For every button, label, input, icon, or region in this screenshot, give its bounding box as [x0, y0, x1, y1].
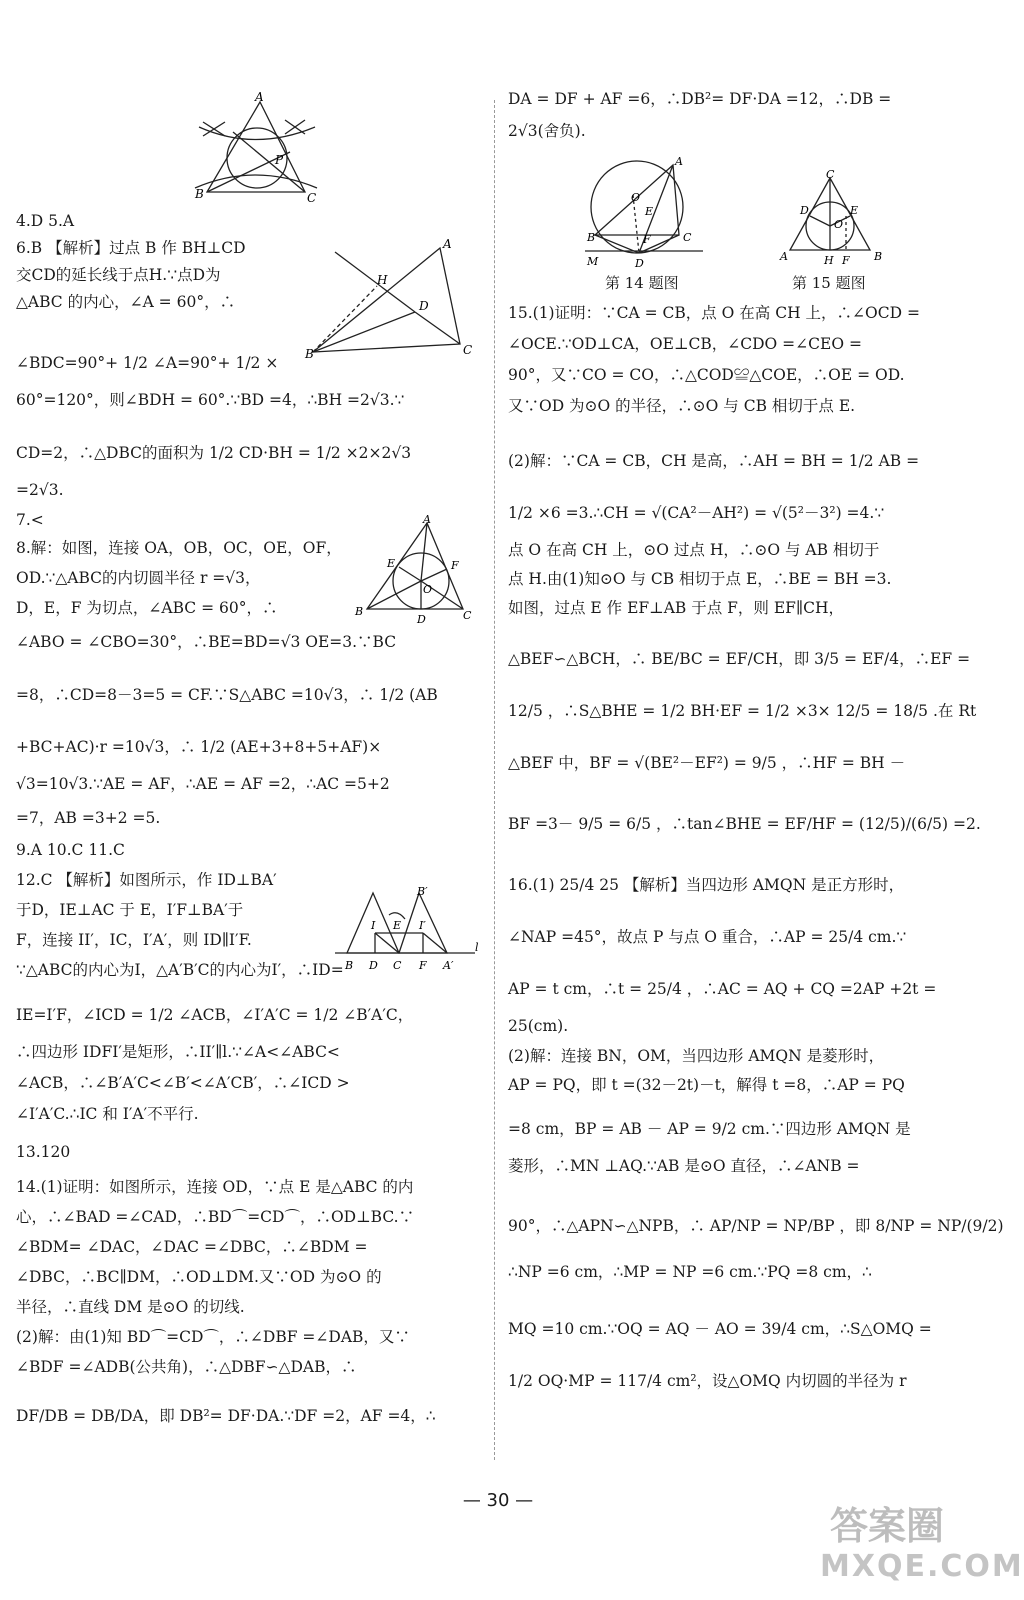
text-line: F，连接 II′，IC，I′A′，则 ID∥I′F.	[16, 931, 252, 949]
text-line: 半径，∴直线 DM 是⊙O 的切线.	[16, 1298, 245, 1316]
label-O: O	[631, 191, 641, 204]
text-line: =8 cm，BP = AB － AP = 9/2 cm.∵四边形 AMQN 是	[508, 1120, 911, 1138]
page-number: — 30 —	[462, 1490, 534, 1511]
text-line: 15.(1)证明：∵CA = CB，点 O 在高 CH 上，∴∠OCD =	[508, 304, 920, 322]
label-D: D	[635, 257, 644, 270]
label-A: A	[780, 250, 788, 263]
figure-q14	[585, 155, 705, 270]
text-line: 8.解：如图，连接 OA，OB，OC，OE，OF，	[16, 539, 342, 557]
watermark-logo	[820, 1495, 1024, 1595]
text-line: (2)解：连接 BN，OM，当四边形 AMQN 是菱形时，	[508, 1047, 885, 1065]
text-line: =7，AB =3+2 =5.	[16, 809, 161, 827]
figure-q12	[335, 885, 485, 975]
text-line: 90°，∴△APN∽△NPB，∴ AP/NP = NP/BP ，即 8/NP = NP/(9/2)	[508, 1217, 1004, 1235]
text-line: 心，∴∠BAD =∠CAD，∴BD⌒=CD⌒，∴OD⊥BC.∵	[16, 1208, 415, 1226]
text-line: 12/5 ，∴S△BHE = 1/2 BH·EF = 1/2 ×3× 12/5 = 18/5 .在 Rt	[508, 702, 977, 720]
text-line: OD.∵△ABC的内切圆半径 r =√3，	[16, 569, 261, 587]
label-A-prime: A′	[443, 959, 454, 972]
text-line: 4.D 5.A	[16, 212, 75, 230]
text-line: 25(cm).	[508, 1017, 569, 1035]
text-line: ∠I′A′C.∴IC 和 I′A′不平行.	[16, 1105, 199, 1123]
text-line: ∠BDC=90°+ 1/2 ∠A=90°+ 1/2 ×	[16, 354, 279, 372]
label-D: D	[419, 299, 429, 313]
label-H: H	[377, 273, 388, 287]
text-line: MQ =10 cm.∵OQ = AQ － AO = 39/4 cm，∴S△OMQ =	[508, 1320, 932, 1338]
text-line: ∵△ABC的内心为I，△A′B′C的内心为I′，∴ID=	[16, 961, 344, 979]
label-B: B	[305, 347, 314, 361]
text-line: +BC+AC)·r =10√3，∴ 1/2 (AE+3+8+5+AF)×	[16, 738, 382, 756]
text-line: 又∵OD 为⊙O 的半径，∴⊙O 与 CB 相切于点 E.	[508, 397, 856, 415]
figure-triangle-incircle	[185, 92, 325, 204]
text-line: 交CD的延长线于点H.∵点D为	[16, 266, 221, 284]
label-F: F	[842, 254, 850, 267]
label-A: A	[443, 237, 452, 251]
text-line: 7.<	[16, 511, 44, 529]
label-F: F	[419, 959, 427, 972]
label-B: B	[874, 250, 883, 263]
label-I-prime: I′	[419, 919, 426, 932]
label-F: F	[451, 559, 459, 572]
figure-q15	[780, 170, 890, 270]
text-line: DA = DF + AF =6，∴DB²= DF·DA =12，∴DB =	[508, 90, 892, 108]
label-A: A	[255, 90, 264, 104]
text-line: △BEF∽△BCH，∴ BE/BC = EF/CH，即 3/5 = EF/4，∴EF =	[508, 650, 971, 668]
text-line: 12.C 【解析】如图所示，作 ID⊥BA′	[16, 871, 277, 889]
label-O: O	[423, 583, 433, 596]
label-C: C	[826, 168, 835, 181]
text-line: 菱形，∴MN ⊥AQ.∵AB 是⊙O 直径，∴∠ANB =	[508, 1157, 860, 1175]
label-F: F	[643, 233, 651, 246]
text-line: CD=2，∴△DBC的面积为 1/2 CD·BH = 1/2 ×2×2√3	[16, 444, 412, 462]
label-A: A	[675, 155, 683, 168]
text-line: △ABC 的内心，∠A = 60°，∴	[16, 293, 236, 311]
label-I: I	[371, 919, 376, 932]
text-line: ∠BDM= ∠DAC，∠DAC =∠DBC，∴∠BDM =	[16, 1238, 368, 1256]
right-column-top	[508, 88, 984, 152]
text-line: ∴四边形 IDFI′是矩形，∴II′∥l.∵∠A<∠ABC<	[16, 1043, 340, 1061]
text-line: 16.(1) 25/4 25 【解析】当四边形 AMQN 是正方形时，	[508, 876, 905, 894]
text-line: 如图，过点 E 作 EF⊥AB 于点 F，则 EF∥CH，	[508, 599, 844, 617]
text-line: BF =3－ 9/5 = 6/5 ，∴tan∠BHE = EF/HF = (12/5)/(6/5) =2.	[508, 815, 981, 833]
text-line: ∠DBC，∴BC∥DM，∴OD⊥DM.又∵OD 为⊙O 的	[16, 1268, 382, 1286]
text-line: AP = PQ，即 t =(32－2t)－t，解得 t =8，∴AP = PQ	[508, 1076, 905, 1094]
text-line: 60°=120°，则∠BDH = 60°.∵BD =4，∴BH =2√3.∵	[16, 391, 405, 409]
text-line: ∴NP =6 cm，∴MP = NP =6 cm.∵PQ =8 cm，∴	[508, 1263, 872, 1281]
text-line: 点 H.由(1)知⊙O 与 CB 相切于点 E，∴BE = BH =3.	[508, 570, 892, 588]
text-line: 1/2 ×6 =3.∴CH = √(CA²－AH²) = √(5²－3²) =4.∵	[508, 504, 885, 522]
label-l: l	[475, 941, 479, 954]
label-O: O	[834, 218, 844, 231]
text-line: 2√3(舍负).	[508, 122, 586, 140]
text-line: IE=I′F，∠ICD = 1/2 ∠ACB，∠I′A′C = 1/2 ∠B′A′C，	[16, 1006, 414, 1024]
caption-fig14: 第 14 题图	[605, 274, 679, 292]
label-D: D	[800, 204, 809, 217]
text-line: (2)解：∵CA = CB，CH 是高，∴AH = BH = 1/2 AB =	[508, 452, 920, 470]
text-line: (2)解：由(1)知 BD⌒=CD⌒，∴∠DBF =∠DAB，又∵	[16, 1328, 410, 1346]
right-column	[508, 302, 1004, 1407]
label-M: M	[587, 255, 599, 268]
label-B-prime: B′	[417, 885, 428, 898]
label-C: C	[463, 609, 472, 622]
text-line: D，E，F 为切点，∠ABC = 60°，∴	[16, 599, 278, 617]
label-E: E	[850, 204, 859, 217]
left-column	[16, 210, 490, 1442]
text-line: AP = t cm，∴t = 25/4 ，∴AC = AQ + CQ =2AP +2t =	[508, 980, 937, 998]
figure-q6	[305, 237, 485, 365]
text-line: △BEF 中，BF = √(BE²－EF²) = 9/5 ，∴HF = BH －	[508, 754, 906, 772]
label-B: B	[587, 231, 596, 244]
label-B: B	[345, 959, 354, 972]
label-C: C	[683, 231, 692, 244]
label-B: B	[195, 187, 204, 201]
text-line: 1/2 OQ·MP = 117/4 cm²，设△OMQ 内切圆的半径为 r	[508, 1372, 907, 1390]
text-line: 90°，又∵CO = CO，∴△COD≌△COE，∴OE = OD.	[508, 366, 905, 384]
figure-q8	[355, 515, 475, 627]
text-line: 14.(1)证明：如图所示，连接 OD，∵点 E 是△ABC 的内	[16, 1178, 414, 1196]
label-A: A	[423, 513, 431, 526]
text-line: √3=10√3.∵AE = AF，∴AE = AF =2，∴AC =5+2	[16, 775, 390, 793]
text-line: 点 O 在高 CH 上，⊙O 过点 H，∴⊙O 与 AB 相切于	[508, 541, 880, 559]
label-P: P	[275, 153, 284, 167]
text-line: =2√3.	[16, 481, 64, 499]
text-line: ∠NAP =45°，故点 P 与点 O 重合，∴AP = 25/4 cm.∵	[508, 928, 907, 946]
label-B: B	[355, 605, 364, 618]
text-line: =8，∴CD=8－3=5 = CF.∵S△ABC =10√3，∴ 1/2 (AB	[16, 686, 438, 704]
text-line: ∠OCE.∵OD⊥CA，OE⊥CB，∠CDO =∠CEO =	[508, 335, 862, 353]
column-divider	[494, 100, 495, 1460]
caption-fig15: 第 15 题图	[792, 274, 866, 292]
label-E: E	[645, 205, 654, 218]
text-line: 6.B 【解析】过点 B 作 BH⊥CD	[16, 239, 246, 257]
label-E: E	[387, 557, 396, 570]
text-line: ∠BDF =∠ADB(公共角)，∴△DBF∽△DAB，∴	[16, 1358, 357, 1376]
text-line: DF/DB = DB/DA，即 DB²= DF·DA.∵DF =2，AF =4，∴	[16, 1407, 436, 1425]
label-D: D	[369, 959, 378, 972]
watermark-text: 答案圈	[830, 1504, 945, 1548]
text-line: 13.120	[16, 1143, 71, 1161]
label-E: E	[393, 919, 402, 932]
label-C: C	[463, 343, 473, 357]
text-line: 9.A 10.C 11.C	[16, 841, 125, 859]
text-line: ∠ABO = ∠CBO=30°，∴BE=BD=√3 OE=3.∵BC	[16, 633, 397, 651]
text-line: 于D，IE⊥AC 于 E，I′F⊥BA′于	[16, 901, 244, 919]
label-C: C	[393, 959, 402, 972]
text-line: ∠ACB，∴∠B′A′C<∠B′<∠A′CB′，∴∠ICD >	[16, 1074, 350, 1092]
label-H: H	[824, 254, 834, 267]
watermark-url: MXQE.COM	[820, 1549, 1024, 1584]
label-C: C	[307, 191, 317, 205]
label-D: D	[417, 613, 426, 626]
